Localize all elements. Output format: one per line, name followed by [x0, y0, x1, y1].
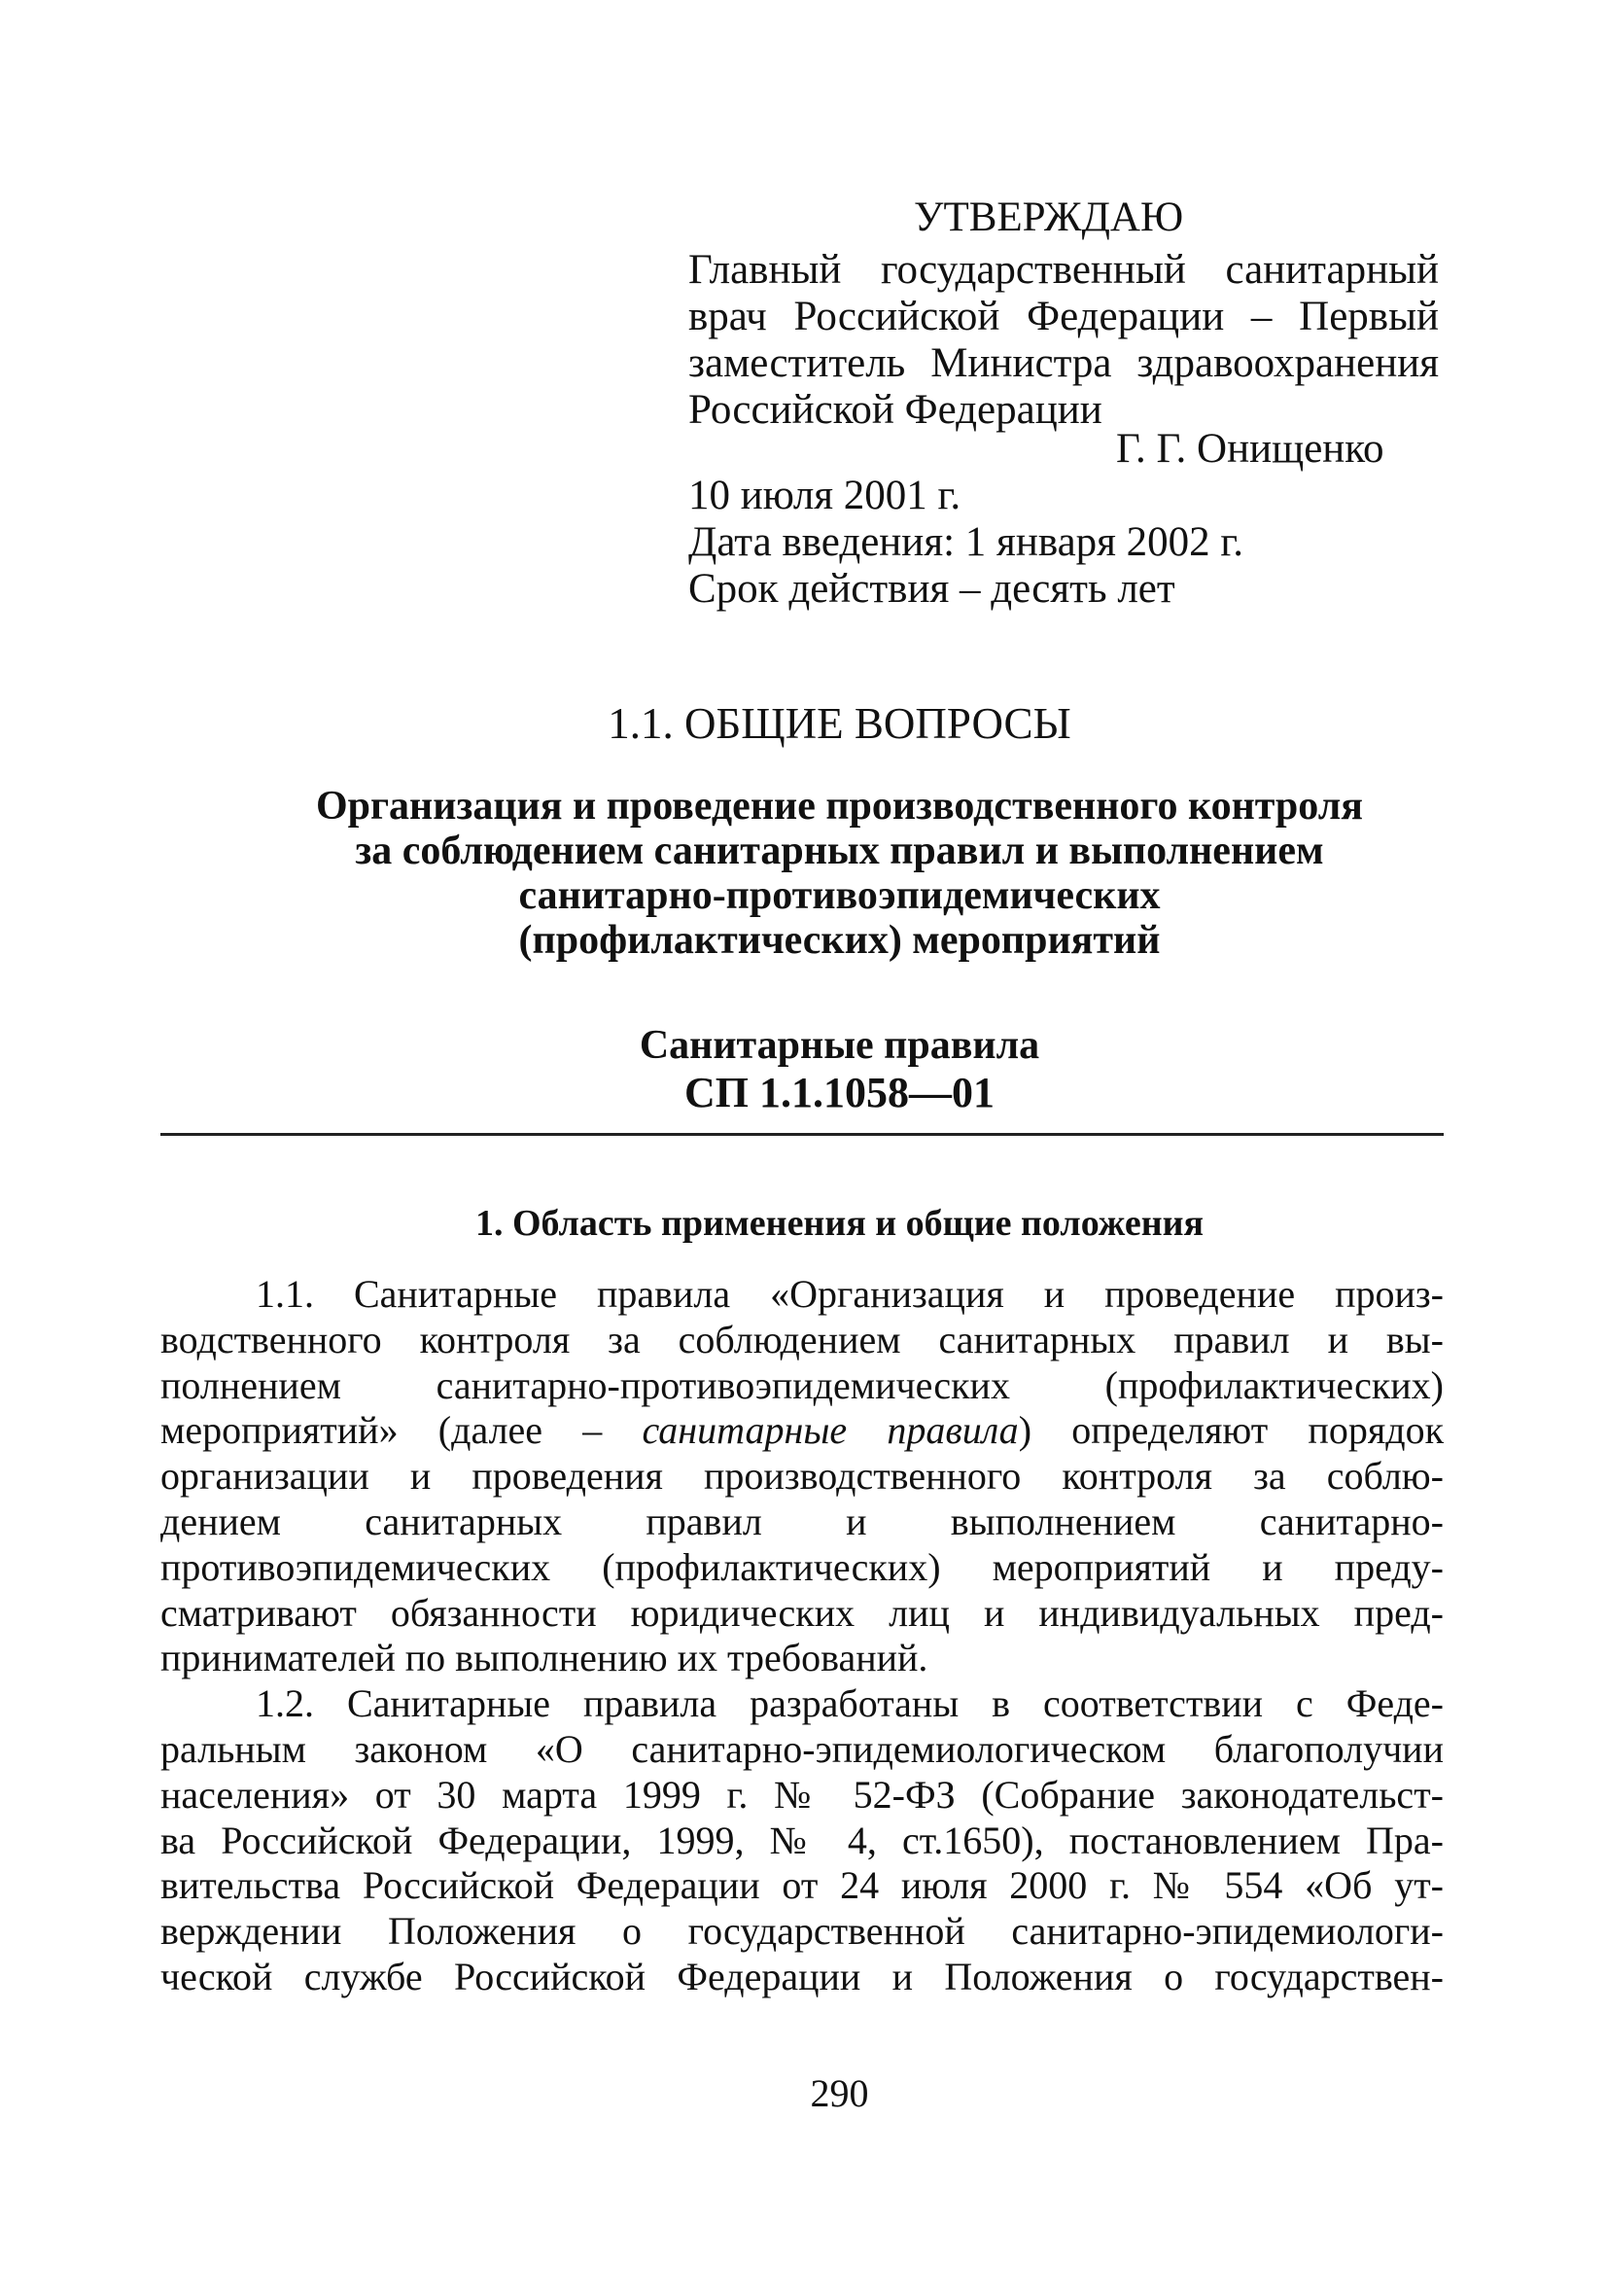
document-title: [0, 784, 1607, 963]
paragraph-line-end: ) определяют порядок: [1018, 1408, 1444, 1453]
italic-term: санитарные правила: [642, 1408, 1019, 1453]
paragraph-line: ческой службе Российской Федерации и Положения о государствен-: [160, 1954, 1444, 1998]
approval-title: УТВЕРЖДАЮ: [914, 194, 1184, 240]
signer-name: Г. Г. Онищенко: [1116, 426, 1384, 472]
paragraph-line: сматривают обязанности юридических лиц и индивидуальных пред-: [160, 1590, 1444, 1635]
paragraph-line: дением санитарных правил и выполнением санитарно-: [160, 1499, 1444, 1543]
paragraph-line: 1.1. Санитарные правила «Организация и проведение произ-: [256, 1272, 1444, 1316]
paragraph-line: населения» от 30 марта 1999 г. № 52-ФЗ (Собрание законодательст-: [160, 1772, 1444, 1817]
document-title-line: за соблюдением санитарных правил и выполнением: [355, 829, 1324, 873]
horizontal-divider: [160, 1133, 1444, 1136]
approver-position-line: Российской Федерации: [688, 387, 1102, 433]
paragraph-line: [160, 1408, 1444, 1454]
paragraph-line-start: мероприятий» (далее –: [160, 1408, 603, 1453]
paragraph-line: организации и проведения производственного контроля за соблю-: [160, 1454, 1444, 1499]
paragraph-line: полнением санитарно-противоэпидемических (профилактических): [160, 1362, 1444, 1407]
approval-date: 10 июля 2001 г.: [688, 473, 961, 518]
approver-position-line: Главный государственный санитарный: [688, 247, 1439, 293]
page-number: 290: [810, 2071, 869, 2115]
document-title-line: санитарно-противоэпидемических: [518, 873, 1161, 918]
approver-position-line: врач Российской Федерации – Первый: [688, 294, 1439, 339]
effective-date: Дата введения: 1 января 2002 г.: [688, 519, 1243, 565]
section-title: 1.1. ОБЩИЕ ВОПРОСЫ: [608, 699, 1071, 748]
paragraph-line: принимателей по выполнению их требований.: [160, 1636, 928, 1680]
approver-position-line: заместитель Министра здравоохранения: [688, 340, 1439, 386]
rules-type: Санитарные правила: [639, 1023, 1040, 1068]
document-title-line: Организация и проведение производственного контроля: [315, 784, 1364, 829]
paragraph-line: ральным законом «О санитарно-эпидемиологическом благополучии: [160, 1726, 1444, 1771]
chapter-title: 1. Область применения и общие положения: [474, 1203, 1205, 1244]
document-title-line: (профилактических) мероприятий: [518, 918, 1161, 963]
paragraph-line: верждении Положения о государственной санитарно-эпидемиологи-: [160, 1909, 1444, 1954]
paragraph-line: 1.2. Санитарные правила разработаны в соответствии с Феде-: [256, 1681, 1444, 1726]
paragraph-line: противоэпидемических (профилактических) мероприятий и преду-: [160, 1544, 1444, 1589]
validity-period: Срок действия – десять лет: [688, 566, 1175, 612]
rules-code: СП 1.1.1058—01: [684, 1069, 995, 1116]
body-text: [160, 1272, 1444, 2000]
paragraph-line: вительства Российской Федерации от 24 июля 2000 г. № 554 «Об ут-: [160, 1863, 1444, 1908]
paragraph-line: водственного контроля за соблюдением санитарных правил и вы-: [160, 1317, 1444, 1361]
paragraph-line: ва Российской Федерации, 1999, № 4, ст.1650), постановлением Пра-: [160, 1818, 1444, 1862]
